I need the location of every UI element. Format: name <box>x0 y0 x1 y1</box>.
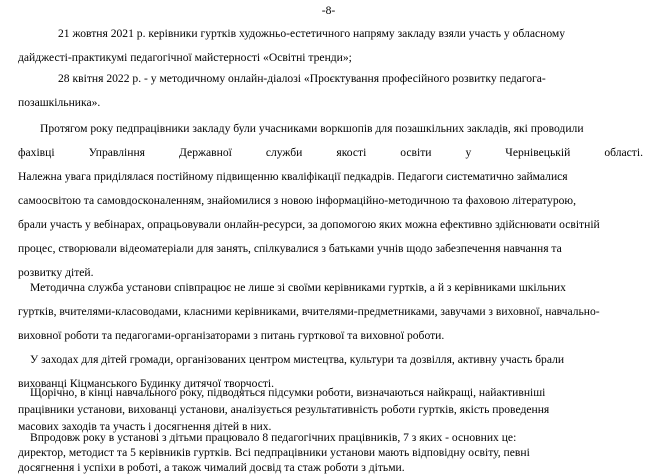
text-line: вихованці Кіцманського Будинку дитячої творчості. <box>18 377 275 390</box>
text-line: брали участь у вебінарах, опрацьовували онлайн-ресурси, за допомогою яких можна ефективно здійснювати освітній <box>18 218 600 231</box>
text-line: Щорічно, в кінці навчального року, підводяться підсумки роботи, визначаються найкращі, найактивніші <box>30 386 546 399</box>
text-line: 28 квітня 2022 р. - у методичному онлайн-діалозі «Проєктування професійного розвитку педагога- <box>58 72 546 85</box>
paragraph-7 <box>18 430 643 475</box>
text-line: дайджесті-практикумі педагогічної майстерності «Освітні тренди»; <box>18 51 352 64</box>
text-line: Методична служба установи співпрацює не лише зі своїми керівниками гуртків, а й з керівниками шкільних <box>30 281 566 294</box>
text-line: виховної роботи та педагогами-організаторами з питань гурткової та виховної роботи. <box>18 329 445 342</box>
text-line: розвитку дітей. <box>18 266 94 279</box>
text-line: У заходах для дітей громади, організованих центром мистецтва, культури та дозвілля, активну участь брали <box>30 353 565 366</box>
paragraph-6 <box>18 384 643 435</box>
text-line: фахівці Управління Державної служби якості освіти у Чернівецькій області. <box>18 146 643 159</box>
text-line: процес, створювали відеоматеріали для занять, спілкувалися з батьками учнів щодо забезпечення навчання та <box>18 242 562 255</box>
paragraph-3 <box>18 117 643 285</box>
text-line: масових заходів та участь і досягнення дітей в них. <box>18 420 272 433</box>
paragraph-4 <box>18 276 643 348</box>
text-line: працівники установи, вихованці установи, аналізується результативність роботи гуртків, якість проведення <box>18 403 550 416</box>
text-line: позашкільника». <box>18 96 101 109</box>
text-line: самоосвітою та самовдосконаленням, знайомилися з новою інформаційно-методичною та фаховою літературою, <box>18 194 576 207</box>
text-line: Протягом року педпрацівники закладу були учасниками воркшопів для позашкільних закладів, які проводили <box>40 122 584 135</box>
text-line: директор, методист та 5 керівників гуртків. Всі педпрацівники установи мають відповідну освіту, певні <box>18 446 530 459</box>
paragraph-2 <box>18 67 643 115</box>
page-number: -8- <box>321 4 336 17</box>
text-line: гуртків, вчителями-класоводами, класними керівниками, вчителями-предметниками, завучами з виховної, навчально- <box>18 305 600 318</box>
text-line: досягнення і успіхи в роботі, а також чималий досвід та стаж роботи з дітьми. <box>18 461 405 474</box>
text-line: Впродовж року в установі з дітьми працювало 8 педагогічних працівників, 7 з яких - основних це: <box>30 431 517 444</box>
paragraph-1 <box>18 22 643 70</box>
text-line: 21 жовтня 2021 р. керівники гуртків художньо-естетичного напряму закладу взяли участь у обласному <box>58 27 566 40</box>
text-line: Належна увага приділялася постійному підвищенню кваліфікації педкадрів. Педагоги систематично займалися <box>18 170 568 183</box>
